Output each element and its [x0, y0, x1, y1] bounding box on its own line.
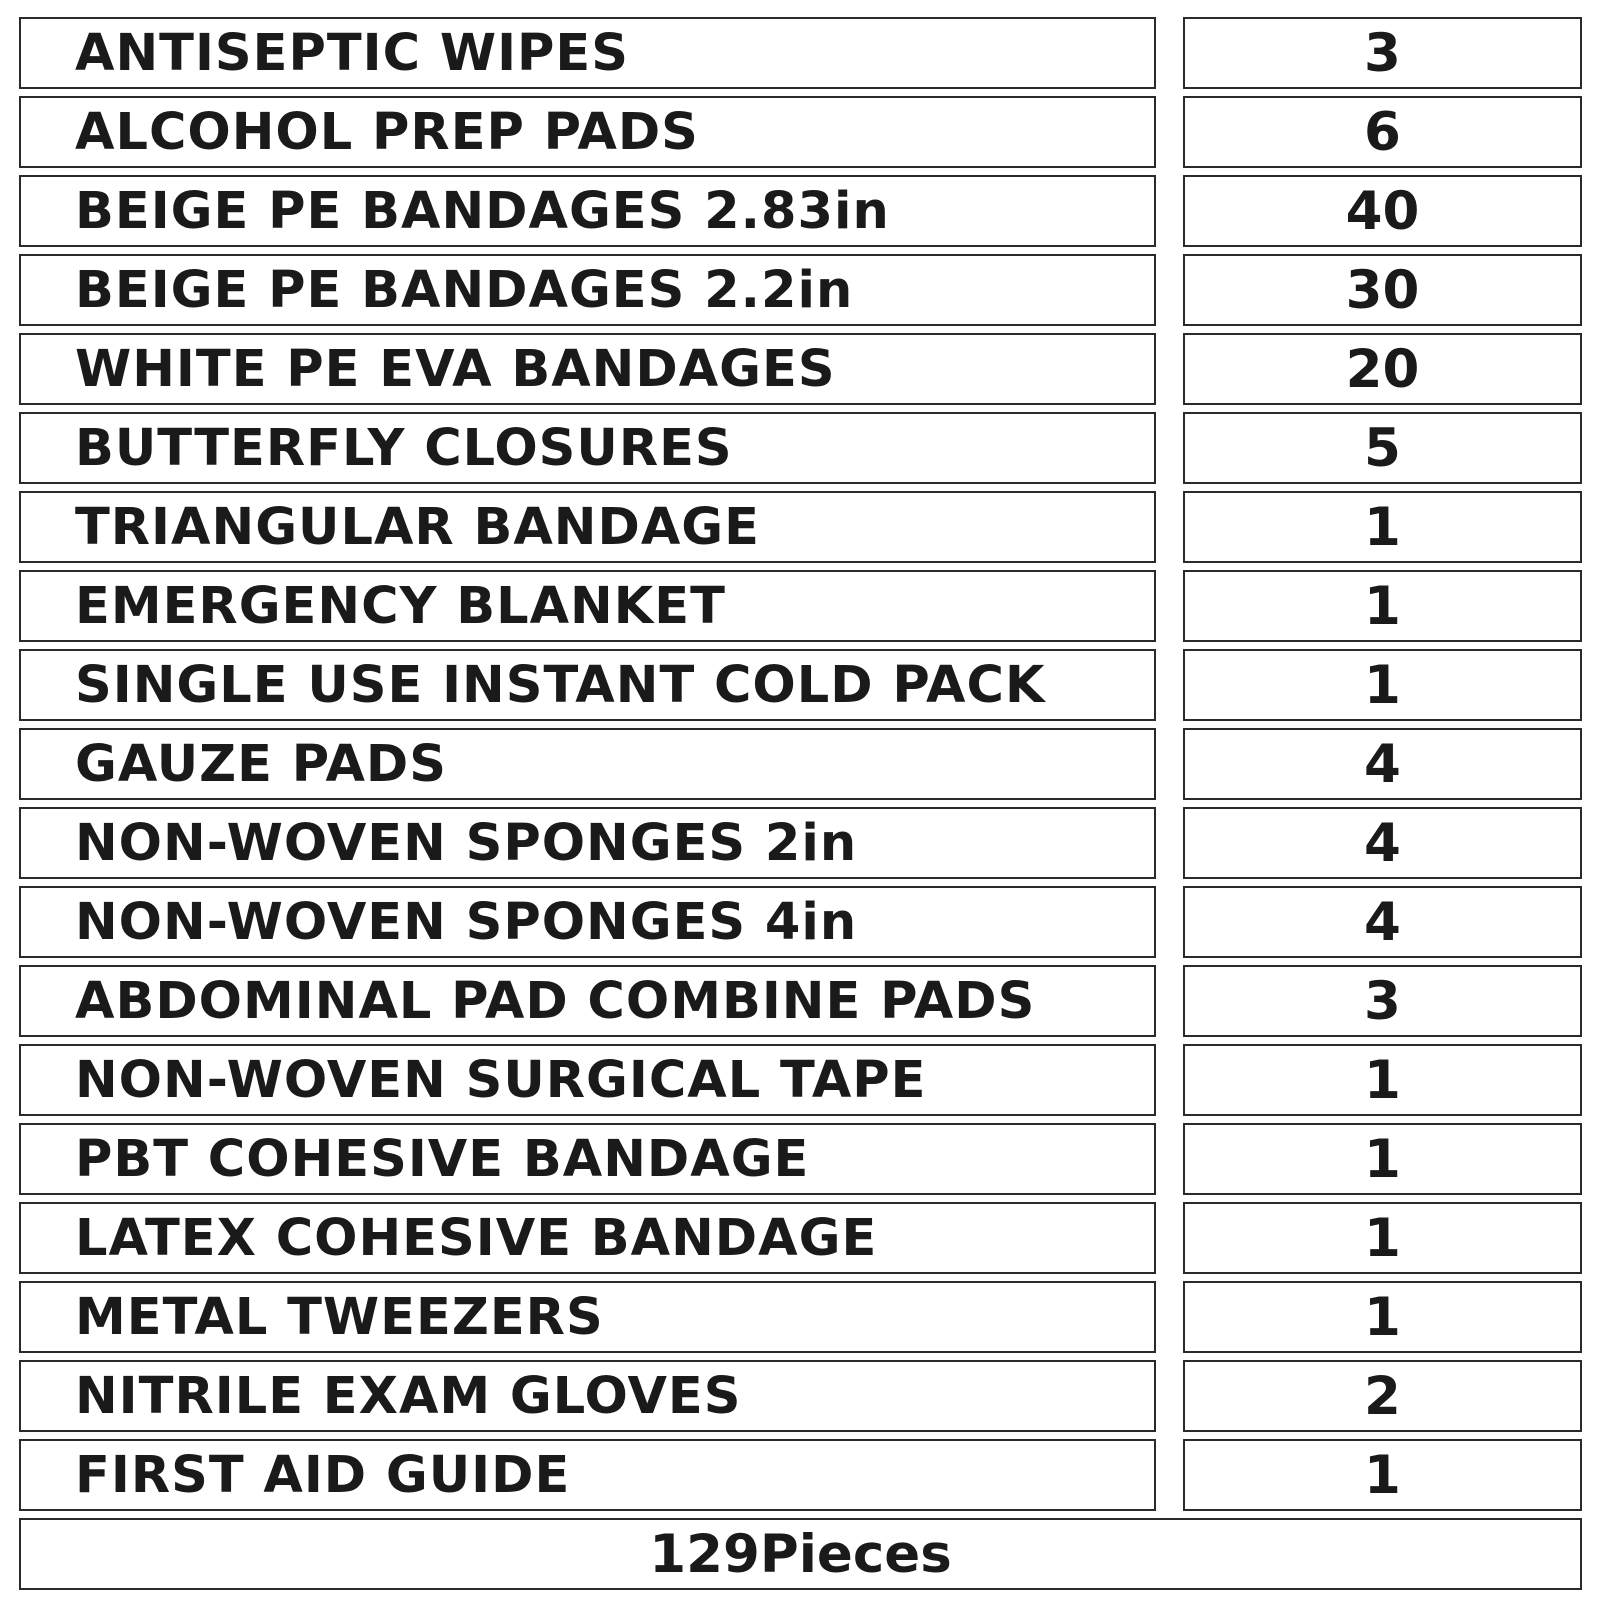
item-name: BUTTERFLY CLOSURES — [75, 418, 733, 478]
table-row — [19, 175, 1582, 247]
item-qty: 4 — [1364, 891, 1401, 953]
table-row — [19, 254, 1582, 326]
table-row — [19, 1123, 1582, 1195]
item-name: ALCOHOL PREP PADS — [75, 102, 699, 162]
item-qty: 4 — [1364, 812, 1401, 874]
item-qty: 1 — [1364, 575, 1401, 637]
item-name-cell — [19, 1360, 1156, 1432]
item-name-cell — [19, 1202, 1156, 1274]
item-name: ABDOMINAL PAD COMBINE PADS — [75, 971, 1036, 1031]
item-qty: 1 — [1364, 1444, 1401, 1506]
item-qty-cell — [1183, 412, 1582, 484]
table-row — [19, 96, 1582, 168]
total-cell — [19, 1518, 1582, 1590]
table-row — [19, 649, 1582, 721]
item-qty: 3 — [1364, 970, 1401, 1032]
item-qty: 1 — [1364, 496, 1401, 558]
item-qty-cell — [1183, 1123, 1582, 1195]
item-name-cell — [19, 728, 1156, 800]
item-qty: 30 — [1345, 259, 1420, 321]
item-qty: 6 — [1364, 101, 1401, 163]
item-qty: 1 — [1364, 654, 1401, 716]
item-name: EMERGENCY BLANKET — [75, 576, 726, 636]
item-qty: 2 — [1364, 1365, 1401, 1427]
table-row — [19, 1044, 1582, 1116]
item-qty: 1 — [1364, 1286, 1401, 1348]
item-qty-cell — [1183, 649, 1582, 721]
item-name: BEIGE PE BANDAGES 2.2in — [75, 260, 854, 320]
item-name: NITRILE EXAM GLOVES — [75, 1366, 742, 1426]
item-name-cell — [19, 886, 1156, 958]
item-name: GAUZE PADS — [75, 734, 447, 794]
item-name-cell — [19, 254, 1156, 326]
item-name-cell — [19, 491, 1156, 563]
table-row — [19, 1360, 1582, 1432]
item-name: FIRST AID GUIDE — [75, 1445, 571, 1505]
item-qty-cell — [1183, 728, 1582, 800]
item-name-cell — [19, 570, 1156, 642]
item-name: NON-WOVEN SPONGES 4in — [75, 892, 858, 952]
item-name-cell — [19, 333, 1156, 405]
item-qty-cell — [1183, 1044, 1582, 1116]
item-name-cell — [19, 1439, 1156, 1511]
item-qty-cell — [1183, 254, 1582, 326]
item-qty-cell — [1183, 886, 1582, 958]
item-name-cell — [19, 1281, 1156, 1353]
table-row — [19, 965, 1582, 1037]
item-qty: 4 — [1364, 733, 1401, 795]
item-qty-cell — [1183, 570, 1582, 642]
table-row — [19, 491, 1582, 563]
item-name: WHITE PE EVA BANDAGES — [75, 339, 836, 399]
item-qty: 1 — [1364, 1207, 1401, 1269]
table-row — [19, 886, 1582, 958]
table-row — [19, 1202, 1582, 1274]
table-row — [19, 333, 1582, 405]
item-name: NON-WOVEN SPONGES 2in — [75, 813, 858, 873]
item-qty: 40 — [1345, 180, 1420, 242]
item-name: SINGLE USE INSTANT COLD PACK — [75, 655, 1046, 715]
item-name: BEIGE PE BANDAGES 2.83in — [75, 181, 890, 241]
table-row — [19, 570, 1582, 642]
item-name: LATEX COHESIVE BANDAGE — [75, 1208, 878, 1268]
item-name-cell — [19, 649, 1156, 721]
item-name-cell — [19, 17, 1156, 89]
item-qty-cell — [1183, 175, 1582, 247]
total-row — [19, 1518, 1582, 1590]
item-name-cell — [19, 807, 1156, 879]
item-name-cell — [19, 965, 1156, 1037]
table-row — [19, 17, 1582, 89]
item-qty-cell — [1183, 1360, 1582, 1432]
item-name-cell — [19, 1123, 1156, 1195]
table-row — [19, 412, 1582, 484]
item-qty: 20 — [1345, 338, 1420, 400]
item-qty: 5 — [1364, 417, 1401, 479]
item-name: NON-WOVEN SURGICAL TAPE — [75, 1050, 927, 1110]
item-qty: 1 — [1364, 1049, 1401, 1111]
item-qty-cell — [1183, 1202, 1582, 1274]
item-qty-cell — [1183, 965, 1582, 1037]
table-row — [19, 807, 1582, 879]
item-name-cell — [19, 1044, 1156, 1116]
item-name: TRIANGULAR BANDAGE — [75, 497, 760, 557]
item-qty: 1 — [1364, 1128, 1401, 1190]
item-qty-cell — [1183, 96, 1582, 168]
table-row — [19, 1439, 1582, 1511]
item-name: METAL TWEEZERS — [75, 1287, 604, 1347]
item-name-cell — [19, 175, 1156, 247]
total-count: 129Pieces — [649, 1523, 952, 1585]
item-name-cell — [19, 96, 1156, 168]
kit-contents-table — [19, 17, 1582, 1590]
item-qty-cell — [1183, 491, 1582, 563]
item-qty-cell — [1183, 17, 1582, 89]
table-row — [19, 1281, 1582, 1353]
item-name: PBT COHESIVE BANDAGE — [75, 1129, 810, 1189]
item-qty: 3 — [1364, 22, 1401, 84]
item-qty-cell — [1183, 333, 1582, 405]
item-qty-cell — [1183, 1281, 1582, 1353]
item-qty-cell — [1183, 807, 1582, 879]
item-qty-cell — [1183, 1439, 1582, 1511]
item-name: ANTISEPTIC WIPES — [75, 23, 629, 83]
item-name-cell — [19, 412, 1156, 484]
table-row — [19, 728, 1582, 800]
